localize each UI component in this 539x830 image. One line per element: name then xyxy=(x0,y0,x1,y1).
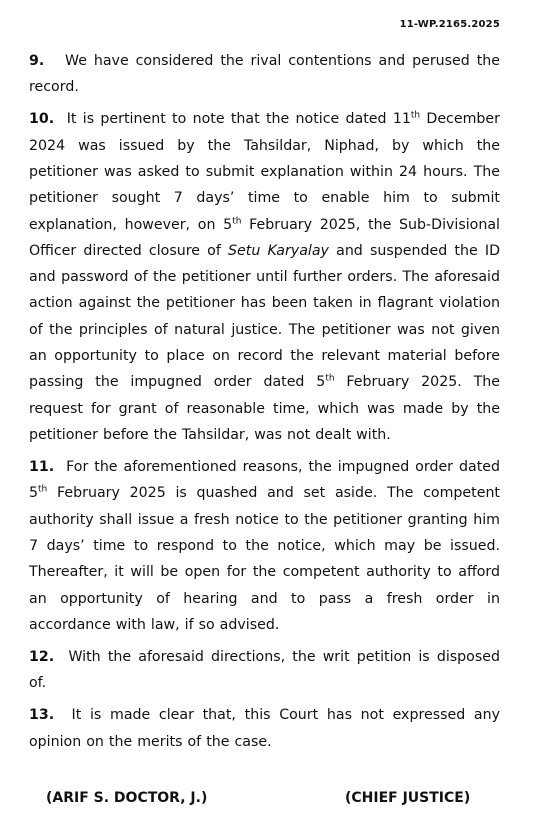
paragraph-number: 12. xyxy=(29,648,55,665)
paragraph-text: It is pertinent to note that the notice dated 11 xyxy=(66,111,411,128)
paragraph-12 xyxy=(29,644,500,697)
signature-judge: (ARIF S. DOCTOR, J.) xyxy=(46,790,208,806)
paragraph-9 xyxy=(29,48,500,101)
paragraph-text: It is made clear that, this Court has not expressed any opinion on the merits of the case. xyxy=(29,707,500,750)
signature-chief-justice: (CHIEF JUSTICE) xyxy=(345,790,471,806)
ordinal-suffix: th xyxy=(325,373,335,384)
ordinal-suffix: th xyxy=(232,215,242,226)
ordinal-suffix: th xyxy=(410,110,421,121)
paragraph-text: February 2025 is quashed and set aside. The competent authority shall issue a fresh notice to the petitioner granting him 7 days’ time to respond to the notice, which may be issued. Thereafter, it will be open for the competent authority to afford an opportunity of hearing and to pass a fresh order in accordance with law, if so advised. xyxy=(29,485,500,633)
judgment-body xyxy=(29,48,500,761)
paragraph-text: With the aforesaid directions, the writ petition is disposed of. xyxy=(29,648,500,692)
case-number-header: 11-WP.2165.2025 xyxy=(399,19,500,30)
paragraph-number: 9. xyxy=(29,53,45,69)
paragraph-13 xyxy=(29,702,500,755)
paragraph-number: 13. xyxy=(29,707,55,724)
paragraph-number: 11. xyxy=(29,459,55,476)
paragraph-text: and suspended the ID and password of the petitioner until further orders. The aforesaid action against the petitioner has been taken in flagrant violation of the principles of natural justice. The petitioner was not given an opportunity to place on record the relevant material before passing the impugned order dated 5 xyxy=(29,242,500,391)
paragraph-number: 10. xyxy=(29,111,55,128)
italic-term: Setu Karyalay xyxy=(228,242,329,259)
paragraph-text: For the aforementioned reasons, the impugned order dated 5 xyxy=(29,459,500,502)
paragraph-text: February 2025. The request for grant of reasonable time, which was made by the petitioner before the Tahsildar, was not dealt with. xyxy=(29,374,500,443)
paragraph-text: February 2025, the Sub-Divisional Officer directed closure of xyxy=(29,216,500,259)
paragraph-text: December 2024 was issued by the Tahsildar, Niphad, by which the petitioner was asked to submit explanation within 24 hours. The petitioner sought 7 days’ time to enable him to submit explanation, however, on 5 xyxy=(29,111,500,233)
paragraph-10 xyxy=(29,106,500,448)
paragraph-11 xyxy=(29,454,500,638)
ordinal-suffix: th xyxy=(38,484,48,495)
paragraph-text: We have considered the rival contentions and perused the record. xyxy=(29,53,500,96)
